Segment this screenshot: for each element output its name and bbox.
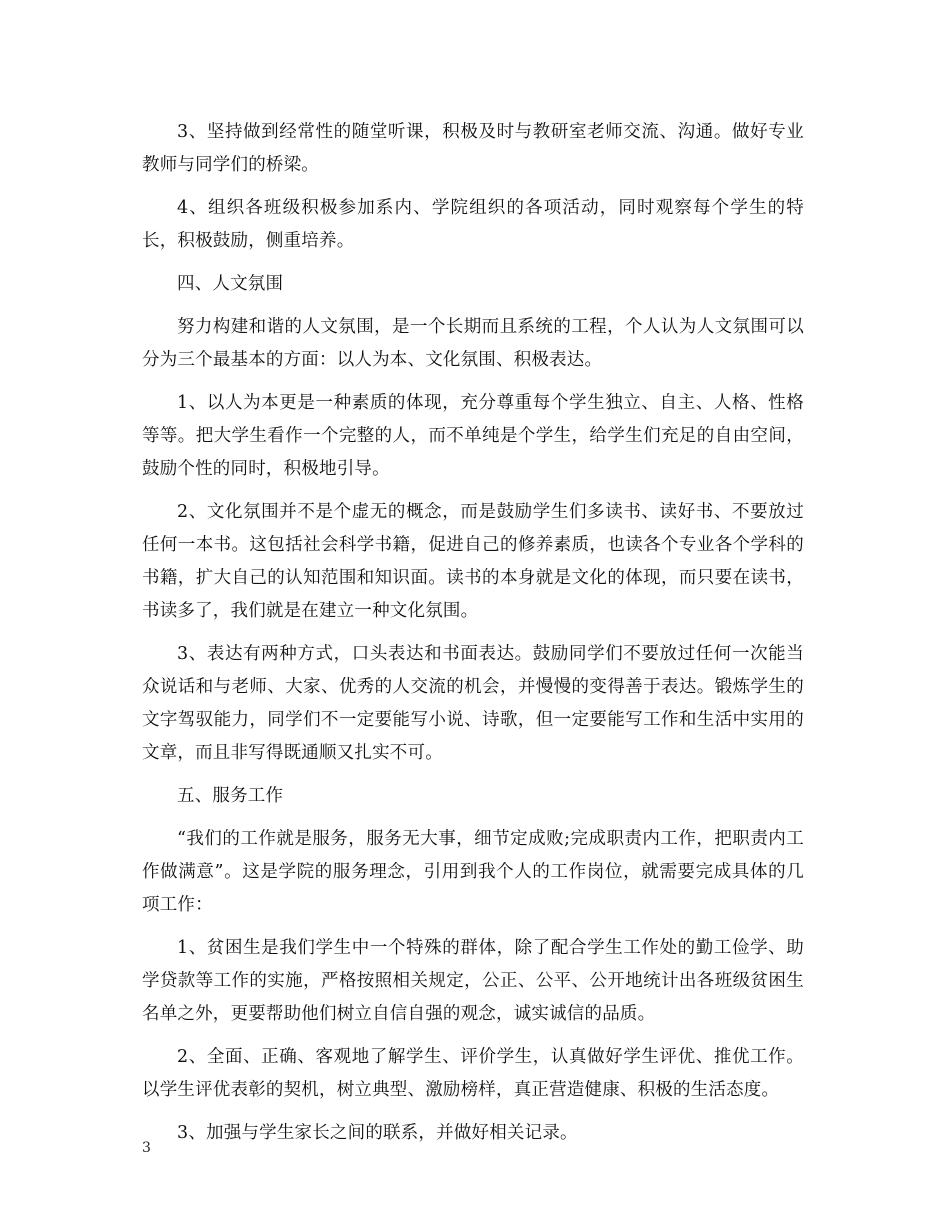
section-heading: 四、人文氛围 [177, 274, 284, 294]
page-number: 3 [142, 1140, 151, 1156]
paragraph: 2、全面、正确、客观地了解学生、评价学生，认真做好学生评优、推优工作。以学生评优表彰的契机，树立典型、激励榜样，真正营造健康、积极的生活态度。 [142, 1047, 804, 1100]
paragraph: 3、坚持做到经常性的随堂听课，积极及时与教研室老师交流、沟通。做好专业教师与同学们的桥梁。 [142, 122, 804, 175]
paragraph: 1、以人为本更是一种素质的体现，充分尊重每个学生独立、自主、人格、性格等等。把大学生看作一个完整的人，而不单纯是个学生，给学生们充足的自由空间，鼓励个性的同时，积极地引导。 [142, 393, 804, 479]
paragraph: 2、文化氛围并不是个虚无的概念，而是鼓励学生们多读书、读好书、不要放过任何一本书。这包括社会科学书籍，促进自己的修养素质，也读各个专业各个学科的书籍，扩大自己的认知范围和知识面。读书的本身就是文化的体现，而只要在读书，书读多了，我们就是在建立一种文化氛围。 [142, 502, 804, 621]
document-body [142, 116, 804, 1160]
section-heading: 五、服务工作 [177, 786, 284, 806]
paragraph: 3、表达有两种方式，口头表达和书面表达。鼓励同学们不要放过任何一次能当众说话和与老师、大家、优秀的人交流的机会，并慢慢的变得善于表达。锻炼学生的文字驾驭能力，同学们不一定要能写小说、诗歌，但一定要能写工作和生活中实用的文章，而且非写得既通顺又扎实不可。 [142, 644, 804, 763]
paragraph: “我们的工作就是服务，服务无大事，细节定成败;完成职责内工作，把职责内工作做满意”。这是学院的服务理念，引用到我个人的工作岗位，就需要完成具体的几项工作： [142, 829, 804, 915]
paragraph: 4、组织各班级积极参加系内、学院组织的各项活动，同时观察每个学生的特长，积极鼓励，侧重培养。 [142, 198, 804, 251]
paragraph: 3、加强与学生家长之间的联系，并做好相关记录。 [177, 1123, 578, 1143]
paragraph: 努力构建和谐的人文氛围，是一个长期而且系统的工程，个人认为人文氛围可以分为三个最基本的方面：以人为本、文化氛围、积极表达。 [142, 317, 804, 370]
paragraph: 1、贫困生是我们学生中一个特殊的群体，除了配合学生工作处的勤工俭学、助学贷款等工作的实施，严格按照相关规定，公正、公平、公开地统计出各班级贫困生名单之外，更要帮助他们树立自信自强的观念，诚实诚信的品质。 [142, 938, 804, 1024]
